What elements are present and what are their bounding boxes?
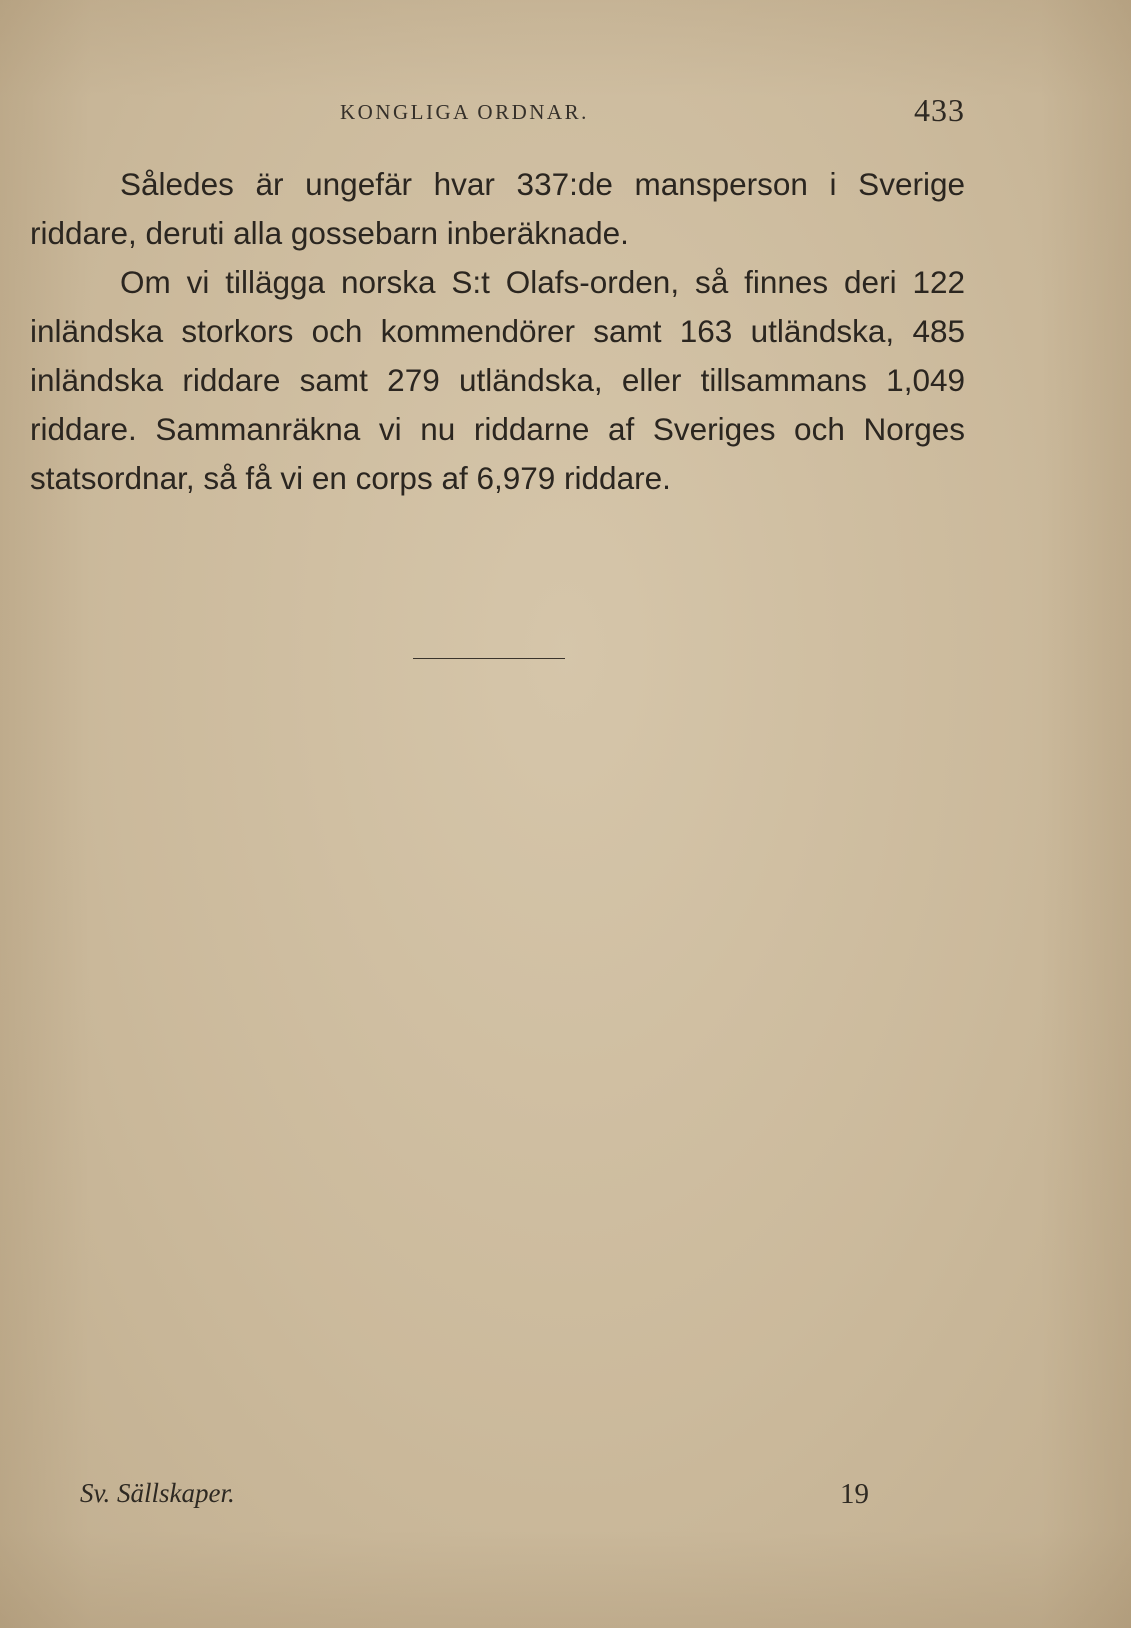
printer-signature: Sv. Sällskaper.	[80, 1478, 235, 1508]
section-divider	[413, 658, 565, 659]
body-text	[30, 160, 965, 503]
paragraph: Således är ungefär hvar 337:de mansperson i Sverige riddare, deruti alla gossebarn inberäknade.	[30, 166, 965, 251]
sheet-number: 19	[840, 1478, 869, 1510]
page-number: 433	[914, 92, 965, 128]
running-title: KONGLIGA ORDNAR.	[340, 100, 589, 124]
running-head	[30, 92, 965, 132]
paragraph: Om vi tillägga norska S:t Olafs-orden, så finnes deri 122 inländska storkors och kommendörer samt 163 utländska, 485 inländska riddare samt 279 utländska, eller tillsammans 1,049 riddare. Sammanräkna vi nu riddarne af Sveriges och Norges statsordnar, så få vi en corps af 6,979 riddare.	[30, 264, 965, 496]
